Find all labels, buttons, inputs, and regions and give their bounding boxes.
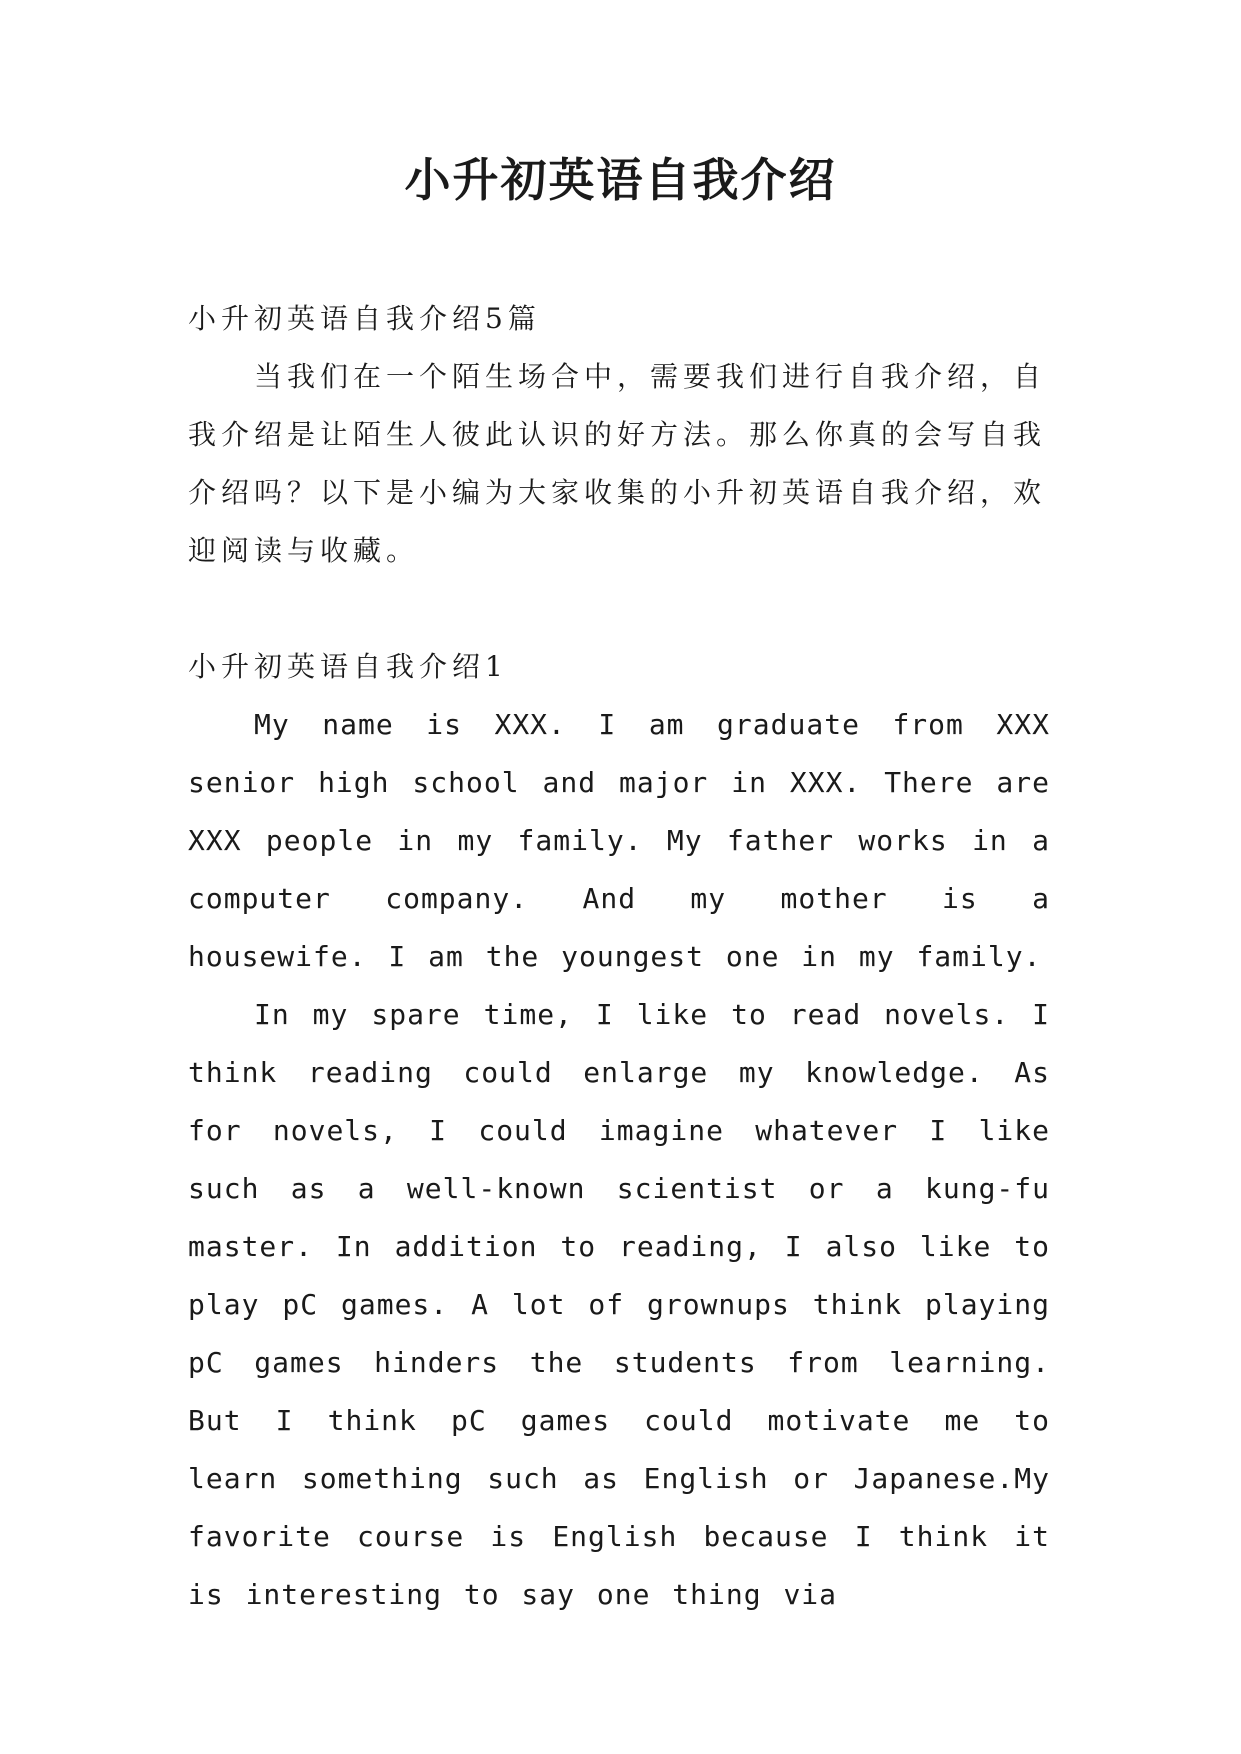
document-subtitle: 小升初英语自我介绍5篇 — [188, 302, 541, 335]
body-paragraph-2: In my spare time, I like to read novels. I think reading could enlarge my knowledge. As for novels, I could imagine whatever I like such as a well-known scientist or a kung-fu master. In addition to reading, I also like to play pC games. A lot of grownups think playing pC games hinders the students from learning. But I think pC games could motivate me to learn something such as English or Japanese.My favorite course is English because I think it is interesting to say one thing via — [188, 998, 1050, 1611]
document-title: 小升初英语自我介绍 — [404, 153, 837, 207]
intro-paragraph: 当我们在一个陌生场合中，需要我们进行自我介绍，自我介绍是让陌生人彼此认识的好方法。那么你真的会写自我介绍吗？以下是小编为大家收集的小升初英语自我介绍，欢迎阅读与收藏。 — [188, 360, 1047, 567]
document-body — [188, 290, 1050, 1624]
body-paragraph-1: My name is XXX. I am graduate from XXX senior high school and major in XXX. There are XXX people in my family. My father works in a computer company. And my mother is a housewife. I am the youngest one in my family. — [188, 708, 1050, 973]
paragraph-spacer — [188, 580, 1050, 638]
section-heading: 小升初英语自我介绍1 — [188, 650, 508, 683]
